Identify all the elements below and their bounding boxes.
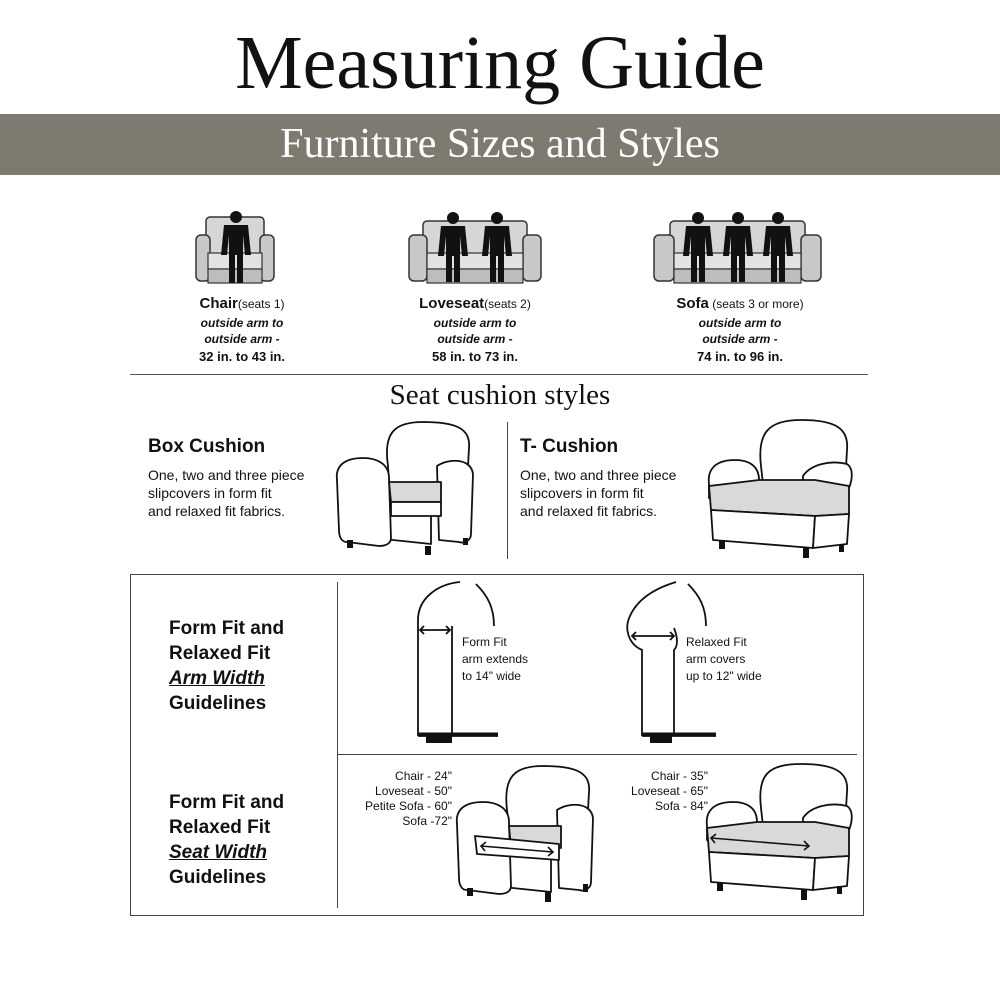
section-divider [130, 374, 868, 375]
box-cushion-chair-illustration [333, 418, 478, 558]
label-line: Form Fit and [169, 618, 285, 639]
cushion-title: Box Cushion [148, 436, 266, 457]
note-line: Form Fit [462, 635, 507, 649]
form-fit-seat-sizes [340, 769, 452, 829]
page-subtitle: Furniture Sizes and Styles [280, 121, 720, 167]
label-line: Relaxed Fit [169, 643, 271, 664]
size-range: 58 in. to 73 in. [432, 349, 518, 364]
arm-width-guideline-label [169, 616, 284, 716]
size-measure-line: outside arm to [698, 316, 782, 330]
seat-size-item: Chair - 24" [395, 769, 452, 783]
size-measure-line: outside arm - [437, 332, 513, 346]
cushion-description [148, 466, 338, 520]
sofa-seats-3-illustration [650, 207, 825, 289]
size-measure-line: outside arm - [204, 332, 280, 346]
label-line: Guidelines [169, 693, 267, 714]
desc-line: and relaxed fit fabrics. [148, 503, 285, 519]
note-line: arm extends [462, 652, 529, 666]
chair-size-info [122, 295, 362, 364]
size-range: 74 in. to 96 in. [697, 349, 783, 364]
cushion-title: T- Cushion [520, 436, 619, 457]
note-line: Relaxed Fit [686, 635, 747, 649]
label-emphasis: Seat Width [169, 842, 267, 863]
size-range: 32 in. to 43 in. [199, 349, 285, 364]
size-seats: (seats 1) [237, 297, 285, 311]
chair-seats-1-illustration [190, 205, 280, 290]
t-cushion-info [520, 436, 710, 520]
relaxed-fit-seat-chair-illustration [703, 762, 858, 907]
label-emphasis: Arm Width [169, 668, 265, 689]
relaxed-fit-arm-note [686, 634, 762, 685]
desc-line: slipcovers in form fit [148, 485, 272, 501]
loveseat-size-info [355, 295, 595, 364]
sofa-size-info [620, 295, 860, 364]
form-fit-seat-chair-illustration [455, 764, 600, 906]
seat-size-item: Loveseat - 50" [375, 784, 452, 798]
form-fit-arm-note [462, 634, 528, 685]
size-seats: (seats 3 or more) [708, 297, 804, 311]
label-line: Guidelines [169, 867, 267, 888]
note-line: arm covers [686, 652, 746, 666]
seat-size-item: Chair - 35" [651, 769, 708, 783]
seat-size-item: Petite Sofa - 60" [365, 799, 452, 813]
label-line: Relaxed Fit [169, 817, 271, 838]
size-measure-line: outside arm - [702, 332, 778, 346]
desc-line: slipcovers in form fit [520, 485, 644, 501]
size-name: Loveseat [419, 295, 485, 312]
t-cushion-chair-illustration [703, 418, 858, 563]
seat-size-item: Sofa -72" [402, 814, 452, 828]
page-title: Measuring Guide [235, 21, 765, 105]
size-name: Sofa [676, 295, 709, 312]
box-cushion-info [148, 436, 338, 520]
cushion-divider [507, 422, 508, 559]
guidelines-horizontal-divider [337, 754, 857, 755]
size-seats: (seats 2) [484, 297, 531, 311]
label-line: Form Fit and [169, 792, 285, 813]
seat-size-item: Sofa - 84" [655, 799, 708, 813]
note-line: up to 12" wide [686, 669, 762, 683]
desc-line: and relaxed fit fabrics. [520, 503, 657, 519]
cushion-section-heading: Seat cushion styles [389, 379, 611, 411]
loveseat-seats-2-illustration [405, 207, 545, 289]
guidelines-vertical-divider [337, 582, 338, 908]
size-name: Chair [199, 295, 238, 312]
cushion-description [520, 466, 710, 520]
desc-line: One, two and three piece [148, 467, 305, 483]
seat-size-item: Loveseat - 65" [631, 784, 708, 798]
note-line: to 14" wide [462, 669, 521, 683]
size-measure-line: outside arm to [200, 316, 284, 330]
relaxed-fit-seat-sizes [600, 769, 708, 814]
seat-width-guideline-label [169, 790, 284, 890]
desc-line: One, two and three piece [520, 467, 677, 483]
size-measure-line: outside arm to [433, 316, 517, 330]
